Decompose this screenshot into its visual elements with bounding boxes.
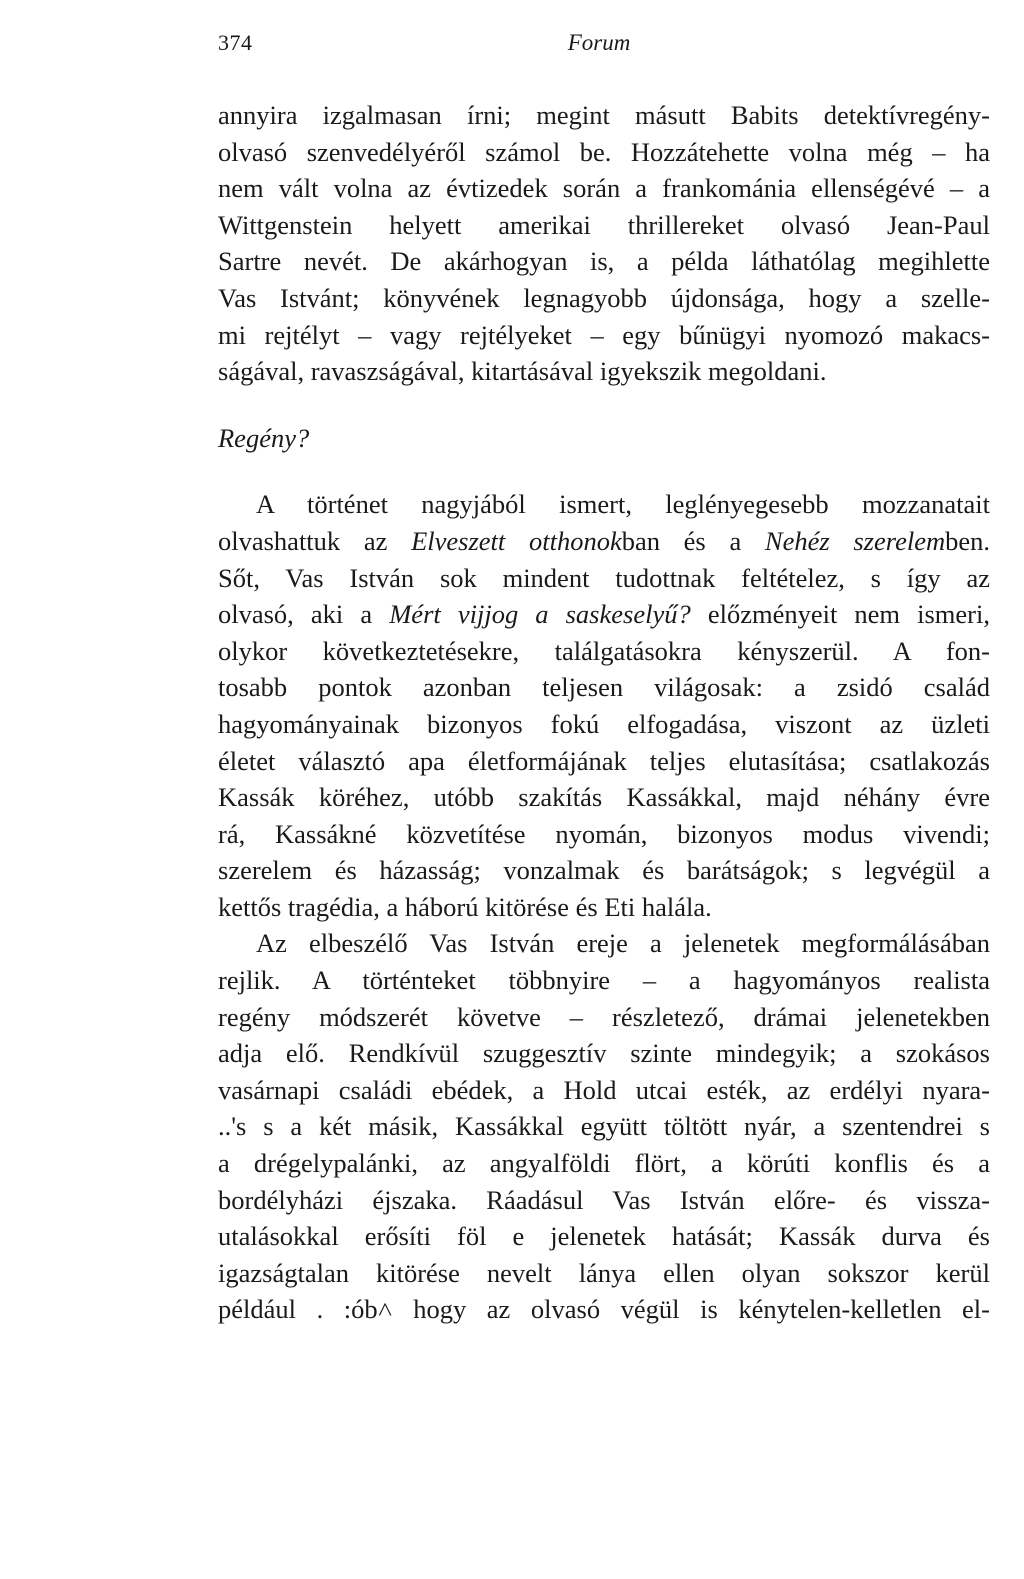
text-line: Sartre nevét. De akárhogyan is, a példa láthatólag megihlette xyxy=(218,246,990,277)
text-segment: előzményeit nem ismeri, xyxy=(690,599,990,630)
text-line: életet választó apa életformájának teljes elutasítása; csatlakozás xyxy=(218,745,990,776)
text-line: tosabb pontok azonban teljesen világosak: a zsidó család xyxy=(218,672,990,703)
text-line: hagyományainak bizonyos fokú elfogadása, viszont az üzleti xyxy=(218,708,990,739)
text-line: Az elbeszélő Vas István ereje a jelenetek megformálásában xyxy=(256,928,990,959)
book-title: Elveszett otthonok xyxy=(411,525,622,556)
paragraph-1 xyxy=(218,97,990,390)
text-line: kettős tragédia, a háború kitörése és Eti halála. xyxy=(218,891,712,922)
text-line: bordélyházi éjszaka. Ráadásul Vas István előre- és vissza- xyxy=(218,1184,990,1215)
text-line: utalásokkal erősíti föl e jelenetek hatását; Kassák durva és xyxy=(218,1221,990,1252)
text-line: Sőt, Vas István sok mindent tudottnak feltételez, s így az xyxy=(218,562,990,593)
text-line: a drégelypalánki, az angyalföldi flört, a körúti konflis és a xyxy=(218,1148,990,1179)
page-header xyxy=(218,30,990,62)
text-line: Kassák köréhez, utóbb szakítás Kassákkal, majd néhány évre xyxy=(218,782,990,813)
text-line: nem vált volna az évtizedek során a frankománia ellenségévé – a xyxy=(218,173,990,204)
text-line: A történet nagyjából ismert, leglényegesebb mozzanatait xyxy=(256,489,990,520)
section-heading: Regény? xyxy=(218,422,310,453)
body-text xyxy=(218,97,990,1328)
text-line: olykor következtetésekre, találgatásokra kényszerül. A fon- xyxy=(218,635,990,666)
text-line: szerelem és házasság; vonzalmak és barátságok; s legvégül a xyxy=(218,855,990,886)
text-line: vasárnapi családi ebédek, a Hold utcai esték, az erdélyi nyara- xyxy=(218,1074,990,1105)
text-line: regény módszerét követve – részletező, drámai jelenetekben xyxy=(218,1001,990,1032)
text-line: rejlik. A történteket többnyire – a hagyományos realista xyxy=(218,965,990,996)
book-title: Mért vijjog a saskeselyű? xyxy=(389,599,691,630)
text-line xyxy=(218,523,990,560)
running-head: Forum xyxy=(567,30,631,55)
text-segment: olvashattuk az xyxy=(218,525,412,556)
text-line: ságával, ravaszságával, kitartásával igyekszik megoldani. xyxy=(218,356,827,387)
text-line: annyira izgalmasan írni; megint másutt Babits detektívregény- xyxy=(218,100,990,130)
text-line: rá, Kassákné közvetítése nyomán, bizonyos modus vivendi; xyxy=(218,818,990,849)
text-line: Wittgenstein helyett amerikai thrillereket olvasó Jean-Paul xyxy=(218,209,990,240)
paragraph-3 xyxy=(218,925,990,1328)
text-line: Vas Istvánt; könyvének legnagyobb újdonsága, hogy a szelle- xyxy=(218,282,990,313)
page-number: 374 xyxy=(218,30,253,55)
text-segment: olvasó, aki a xyxy=(218,599,390,630)
text-line: például . :ób˄ hogy az olvasó végül is kénytelen-kelletlen el- xyxy=(218,1294,990,1325)
text-line: ..'s s a két másik, Kassákkal együtt töltött nyár, a szentendrei s xyxy=(218,1111,990,1142)
text-line: olvasó szenvedélyéről számol be. Hozzátehette volna még – ha xyxy=(218,136,990,167)
text-line xyxy=(218,596,990,633)
text-segment: ben. xyxy=(945,525,990,556)
paragraph-2 xyxy=(218,486,990,925)
text-line: adja elő. Rendkívül szuggesztív szinte mindegyik; a szokásos xyxy=(218,1038,990,1069)
text-line: mi rejtélyt – vagy rejtélyeket – egy bűnügyi nyomozó makacs- xyxy=(218,319,990,350)
text-line: igazságtalan kitörése nevelt lánya ellen olyan sokszor kerül xyxy=(218,1257,990,1288)
text-segment: ban és a xyxy=(621,525,765,556)
book-title: Nehéz szerelem xyxy=(764,525,946,556)
